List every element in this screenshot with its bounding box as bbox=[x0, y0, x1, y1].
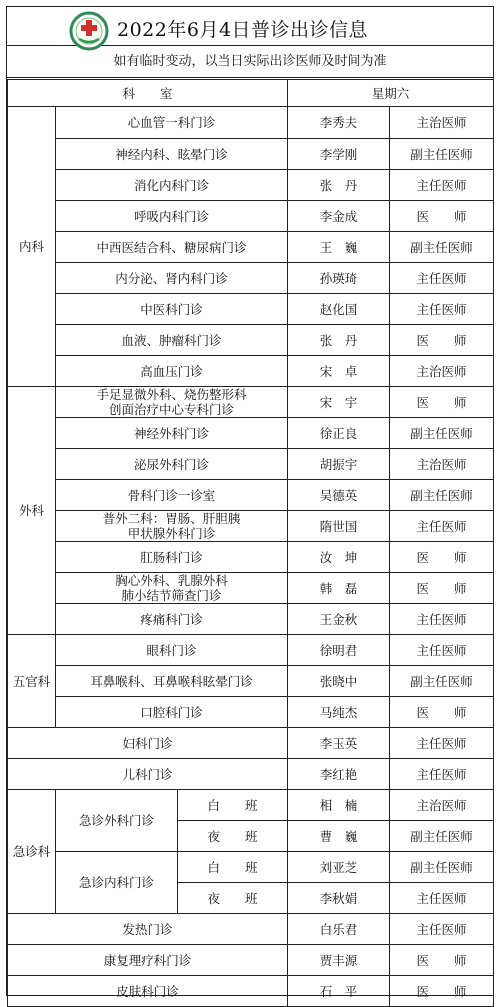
department-name: 肛肠科门诊 bbox=[56, 542, 288, 573]
doctor-title: 医 师 bbox=[390, 325, 494, 356]
department-name: 疼痛科门诊 bbox=[56, 604, 288, 635]
table-row bbox=[8, 139, 494, 170]
department-name: 手足显微外科、烧伤整形科 创面治疗中心专科门诊 bbox=[56, 387, 288, 418]
table-row bbox=[8, 914, 494, 945]
table-body bbox=[8, 107, 494, 1007]
department-name: 急诊外科门诊 bbox=[56, 790, 178, 852]
department-name: 中医科门诊 bbox=[56, 294, 288, 325]
table-row bbox=[8, 449, 494, 480]
doctor-title: 主治医师 bbox=[390, 356, 494, 387]
table-header-row bbox=[8, 80, 494, 107]
doctor-title: 主治医师 bbox=[390, 107, 494, 139]
doctor-name: 李玉英 bbox=[288, 728, 390, 759]
doctor-name: 张 丹 bbox=[288, 325, 390, 356]
department-name: 骨科门诊一诊室 bbox=[56, 480, 288, 511]
department-name: 发热门诊 bbox=[8, 914, 288, 945]
hospital-logo-icon bbox=[69, 11, 109, 51]
doctor-name: 孙瑛琦 bbox=[288, 263, 390, 294]
table-row bbox=[8, 418, 494, 449]
doctor-name: 马纯杰 bbox=[288, 697, 390, 728]
department-name: 血液、肿瘤科门诊 bbox=[56, 325, 288, 356]
doctor-title: 医 师 bbox=[390, 542, 494, 573]
department-name: 心血管一科门诊 bbox=[56, 107, 288, 139]
doctor-title: 医 师 bbox=[390, 201, 494, 232]
table-row bbox=[8, 170, 494, 201]
doctor-name: 李金成 bbox=[288, 201, 390, 232]
doctor-title: 副主任医师 bbox=[390, 852, 494, 883]
table-row bbox=[8, 263, 494, 294]
notice-text: 如有临时变动，以当日实际出诊医师及时间为准 bbox=[7, 47, 493, 78]
table-row bbox=[8, 387, 494, 418]
doctor-title: 副主任医师 bbox=[390, 418, 494, 449]
doctor-title: 主治医师 bbox=[390, 449, 494, 480]
doctor-title: 主任医师 bbox=[390, 511, 494, 542]
table-row bbox=[8, 790, 494, 821]
table-row bbox=[8, 666, 494, 697]
doctor-name: 相 楠 bbox=[288, 790, 390, 821]
doctor-name: 李秀夫 bbox=[288, 107, 390, 139]
doctor-name: 徐正良 bbox=[288, 418, 390, 449]
table-row bbox=[8, 294, 494, 325]
category-ent: 五官科 bbox=[8, 635, 56, 728]
department-name: 胸心外科、乳腺外科 肺小结节筛查门诊 bbox=[56, 573, 288, 604]
doctor-name: 李学刚 bbox=[288, 139, 390, 170]
department-name: 神经外科门诊 bbox=[56, 418, 288, 449]
doctor-name: 韩 磊 bbox=[288, 573, 390, 604]
doctor-name: 刘亚芝 bbox=[288, 852, 390, 883]
doctor-name: 宋 宇 bbox=[288, 387, 390, 418]
department-name: 眼科门诊 bbox=[56, 635, 288, 666]
shift-label: 白 班 bbox=[178, 790, 288, 821]
header-dept: 科 室 bbox=[8, 80, 288, 107]
table-row bbox=[8, 728, 494, 759]
doctor-title: 医 师 bbox=[390, 387, 494, 418]
doctor-name: 张 丹 bbox=[288, 170, 390, 201]
doctor-name: 曹 巍 bbox=[288, 821, 390, 852]
table-row bbox=[8, 759, 494, 790]
doctor-title: 副主任医师 bbox=[390, 480, 494, 511]
category-emergency: 急诊科 bbox=[8, 790, 56, 914]
doctor-name: 汝 坤 bbox=[288, 542, 390, 573]
doctor-title: 主任医师 bbox=[390, 263, 494, 294]
category-surgery: 外科 bbox=[8, 387, 56, 635]
doctor-title: 副主任医师 bbox=[390, 821, 494, 852]
table-row bbox=[8, 852, 494, 883]
department-name: 中西医结合科、糖尿病门诊 bbox=[56, 232, 288, 263]
doctor-name: 李秋娟 bbox=[288, 883, 390, 914]
doctor-title: 医 师 bbox=[390, 945, 494, 976]
doctor-name: 石 平 bbox=[288, 976, 390, 1007]
department-name: 皮肤科门诊 bbox=[8, 976, 288, 1007]
doctor-title: 主任医师 bbox=[390, 914, 494, 945]
doctor-name: 贾丰源 bbox=[288, 945, 390, 976]
table-row bbox=[8, 697, 494, 728]
department-name: 妇科门诊 bbox=[8, 728, 288, 759]
doctor-title: 主任医师 bbox=[390, 170, 494, 201]
doctor-name: 白乐君 bbox=[288, 914, 390, 945]
table-row bbox=[8, 325, 494, 356]
doctor-title: 主治医师 bbox=[390, 790, 494, 821]
doctor-name: 王金秋 bbox=[288, 604, 390, 635]
doctor-title: 副主任医师 bbox=[390, 232, 494, 263]
doctor-name: 徐明君 bbox=[288, 635, 390, 666]
department-name: 高血压门诊 bbox=[56, 356, 288, 387]
doctor-title: 主任医师 bbox=[390, 294, 494, 325]
page-title: 2022年6月4日普诊出诊信息 bbox=[117, 19, 369, 41]
department-name: 呼吸内科门诊 bbox=[56, 201, 288, 232]
table-row bbox=[8, 573, 494, 604]
table-row bbox=[8, 232, 494, 263]
doctor-name: 王 巍 bbox=[288, 232, 390, 263]
department-name: 内分泌、肾内科门诊 bbox=[56, 263, 288, 294]
shift-label: 夜 班 bbox=[178, 821, 288, 852]
doctor-name: 吴德英 bbox=[288, 480, 390, 511]
department-name: 耳鼻喉科、耳鼻喉科眩晕门诊 bbox=[56, 666, 288, 697]
doctor-title: 医 师 bbox=[390, 573, 494, 604]
doctor-title: 主任医师 bbox=[390, 728, 494, 759]
doctor-name: 隋世国 bbox=[288, 511, 390, 542]
doctor-title: 副主任医师 bbox=[390, 666, 494, 697]
department-name: 消化内科门诊 bbox=[56, 170, 288, 201]
table-row bbox=[8, 542, 494, 573]
table-row bbox=[8, 604, 494, 635]
department-name: 康复理疗科门诊 bbox=[8, 945, 288, 976]
table-row bbox=[8, 511, 494, 542]
department-name: 口腔科门诊 bbox=[56, 697, 288, 728]
table-row bbox=[8, 945, 494, 976]
doctor-name: 张晓中 bbox=[288, 666, 390, 697]
doctor-name: 宋 卓 bbox=[288, 356, 390, 387]
department-name: 神经内科、眩晕门诊 bbox=[56, 139, 288, 170]
doctor-title: 主任医师 bbox=[390, 883, 494, 914]
table-row bbox=[8, 356, 494, 387]
doctor-title: 主任医师 bbox=[390, 759, 494, 790]
shift-label: 夜 班 bbox=[178, 883, 288, 914]
doctor-title: 医 师 bbox=[390, 697, 494, 728]
doctor-title: 主任医师 bbox=[390, 635, 494, 666]
department-name: 儿科门诊 bbox=[8, 759, 288, 790]
table-row bbox=[8, 201, 494, 232]
doctor-title: 副主任医师 bbox=[390, 139, 494, 170]
department-name: 泌尿外科门诊 bbox=[56, 449, 288, 480]
table-row bbox=[8, 480, 494, 511]
schedule-table bbox=[7, 79, 494, 1007]
doctor-title: 医 师 bbox=[390, 976, 494, 1007]
table-row bbox=[8, 635, 494, 666]
schedule-sheet bbox=[6, 6, 494, 999]
shift-label: 白 班 bbox=[178, 852, 288, 883]
department-name: 普外二科：胃肠、肝胆胰 甲状腺外科门诊 bbox=[56, 511, 288, 542]
header bbox=[7, 7, 493, 46]
department-name: 急诊内科门诊 bbox=[56, 852, 178, 914]
header-day: 星期六 bbox=[288, 80, 494, 107]
doctor-name: 胡振宇 bbox=[288, 449, 390, 480]
doctor-title: 主任医师 bbox=[390, 604, 494, 635]
doctor-name: 李红艳 bbox=[288, 759, 390, 790]
category-internal: 内科 bbox=[8, 107, 56, 387]
table-row bbox=[8, 107, 494, 139]
doctor-name: 赵化国 bbox=[288, 294, 390, 325]
